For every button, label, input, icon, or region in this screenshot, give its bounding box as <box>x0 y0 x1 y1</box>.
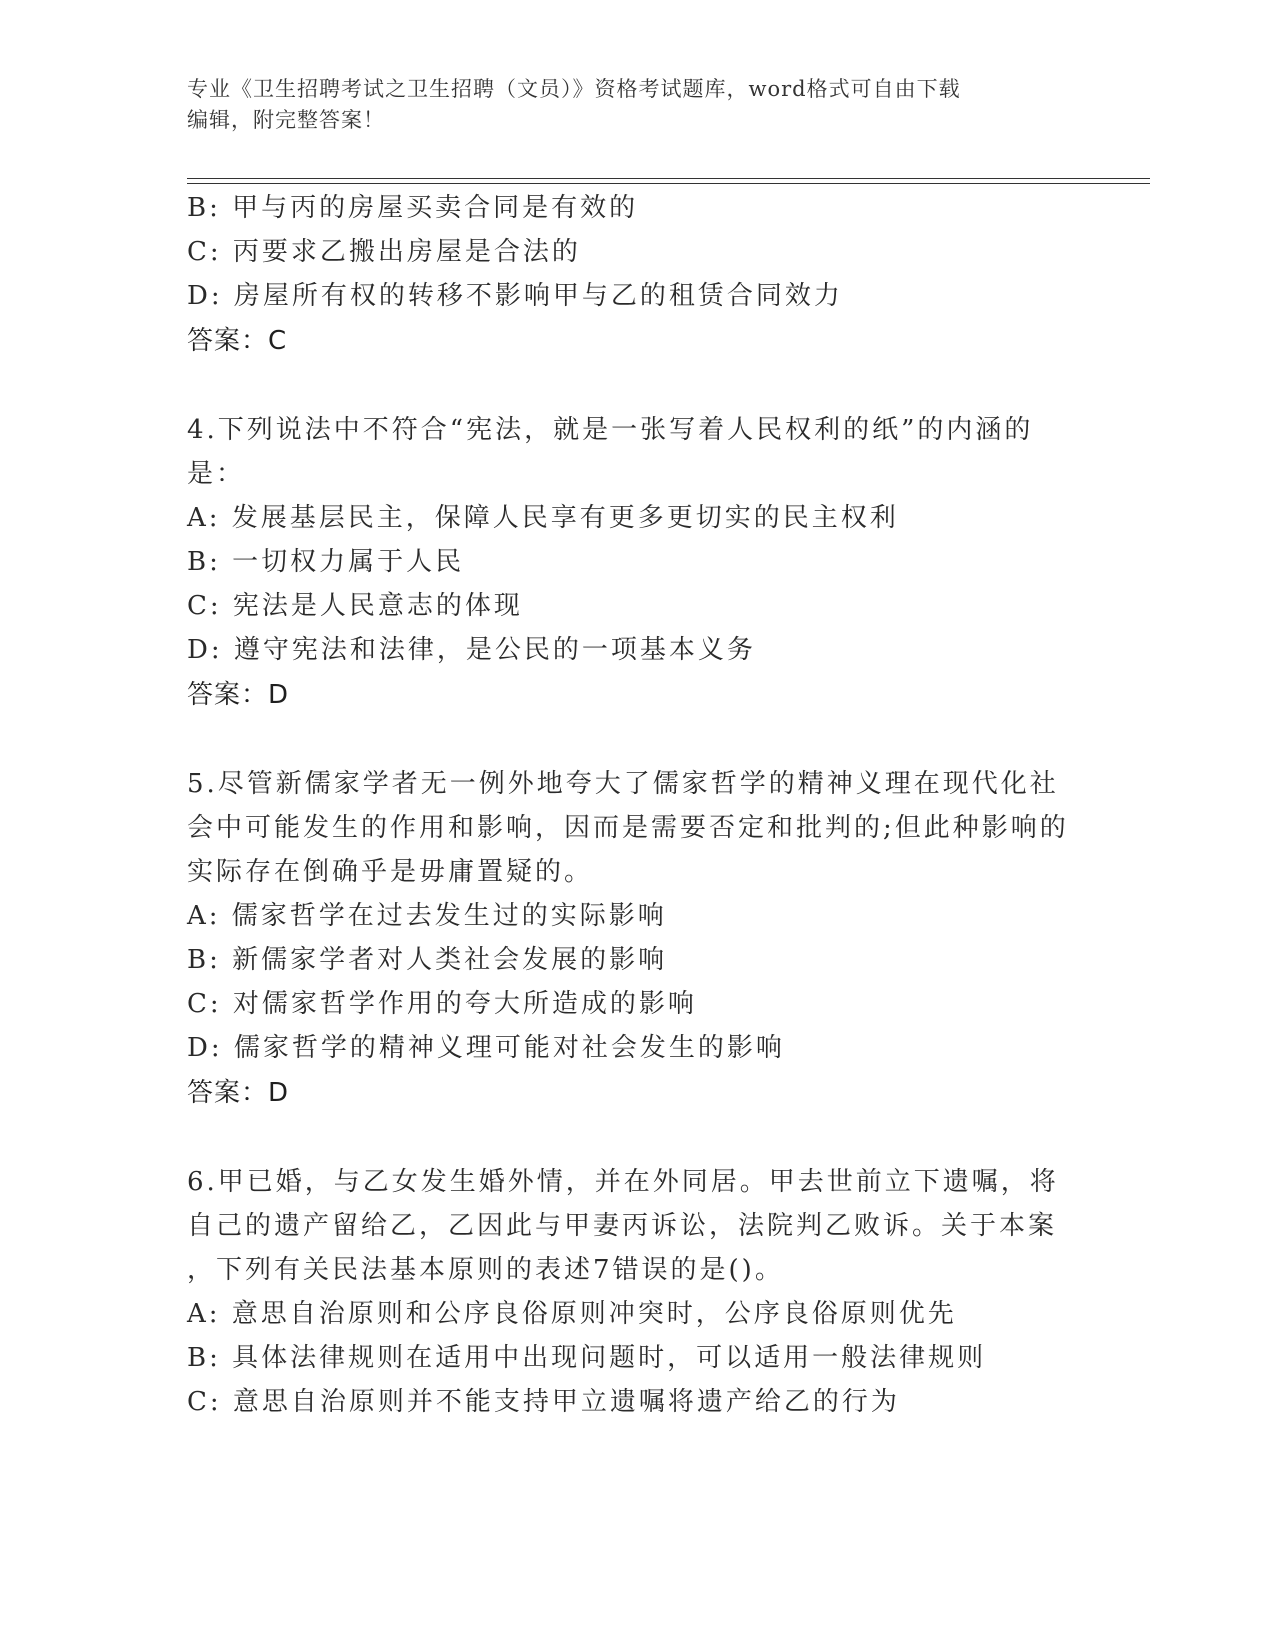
q4-stem-line-2: 是： <box>187 459 246 489</box>
q6-stem-line-3: ，下列有关民法基本原则的表述7错误的是()。 <box>187 1255 784 1285</box>
q3-option-b: B: 甲与丙的房屋买卖合同是有效的 <box>187 193 639 223</box>
q3-option-c: C: 丙要求乙搬出房屋是合法的 <box>187 237 581 267</box>
q6-stem-line-2: 自己的遗产留给乙，乙因此与甲妻丙诉讼，法院判乙败诉。关于本案 <box>187 1211 1058 1241</box>
q4-option-a: A: 发展基层民主，保障人民享有更多更切实的民主权利 <box>187 503 899 533</box>
header-divider-top <box>187 178 1150 179</box>
q5-option-c: C: 对儒家哲学作用的夸大所造成的影响 <box>187 989 697 1019</box>
q4-answer: 答案：D <box>187 680 290 710</box>
q4-option-c: C: 宪法是人民意志的体现 <box>187 591 523 621</box>
q3-answer: 答案：C <box>187 326 288 356</box>
q4-stem-line-1: 4.下列说法中不符合“宪法，就是一张写着人民权利的纸”的内涵的 <box>187 415 1034 445</box>
q6-option-b: B: 具体法律规则在适用中出现问题时，可以适用一般法律规则 <box>187 1343 987 1373</box>
header-divider-bottom <box>187 183 1150 184</box>
q5-option-b: B: 新儒家学者对人类社会发展的影响 <box>187 945 668 975</box>
q5-stem-line-3: 实际存在倒确乎是毋庸置疑的。 <box>187 857 594 887</box>
q3-option-d: D: 房屋所有权的转移不影响甲与乙的租赁合同效力 <box>187 281 843 311</box>
q6-option-a: A: 意思自治原则和公序良俗原则冲突时，公序良俗原则优先 <box>187 1299 957 1329</box>
q5-option-d: D: 儒家哲学的精神义理可能对社会发生的影响 <box>187 1033 785 1063</box>
q4-option-d: D: 遵守宪法和法律，是公民的一项基本义务 <box>187 635 756 665</box>
q6-option-c: C: 意思自治原则并不能支持甲立遗嘱将遗产给乙的行为 <box>187 1387 900 1417</box>
q5-option-a: A: 儒家哲学在过去发生过的实际影响 <box>187 901 667 931</box>
q5-answer: 答案：D <box>187 1078 290 1108</box>
q4-option-b: B: 一切权力属于人民 <box>187 547 465 577</box>
document-header <box>187 74 1087 136</box>
header-line-2: 编辑，附完整答案！ <box>187 108 385 132</box>
q5-stem-line-1: 5.尽管新儒家学者无一例外地夸大了儒家哲学的精神义理在现代化社 <box>187 769 1059 799</box>
header-line-1: 专业《卫生招聘考试之卫生招聘（文员）》资格考试题库，word格式可自由下载 <box>187 77 961 101</box>
q6-stem-line-1: 6.甲已婚，与乙女发生婚外情，并在外同居。甲去世前立下遗嘱，将 <box>187 1167 1059 1197</box>
q5-stem-line-2: 会中可能发生的作用和影响，因而是需要否定和批判的;但此种影响的 <box>187 813 1069 843</box>
